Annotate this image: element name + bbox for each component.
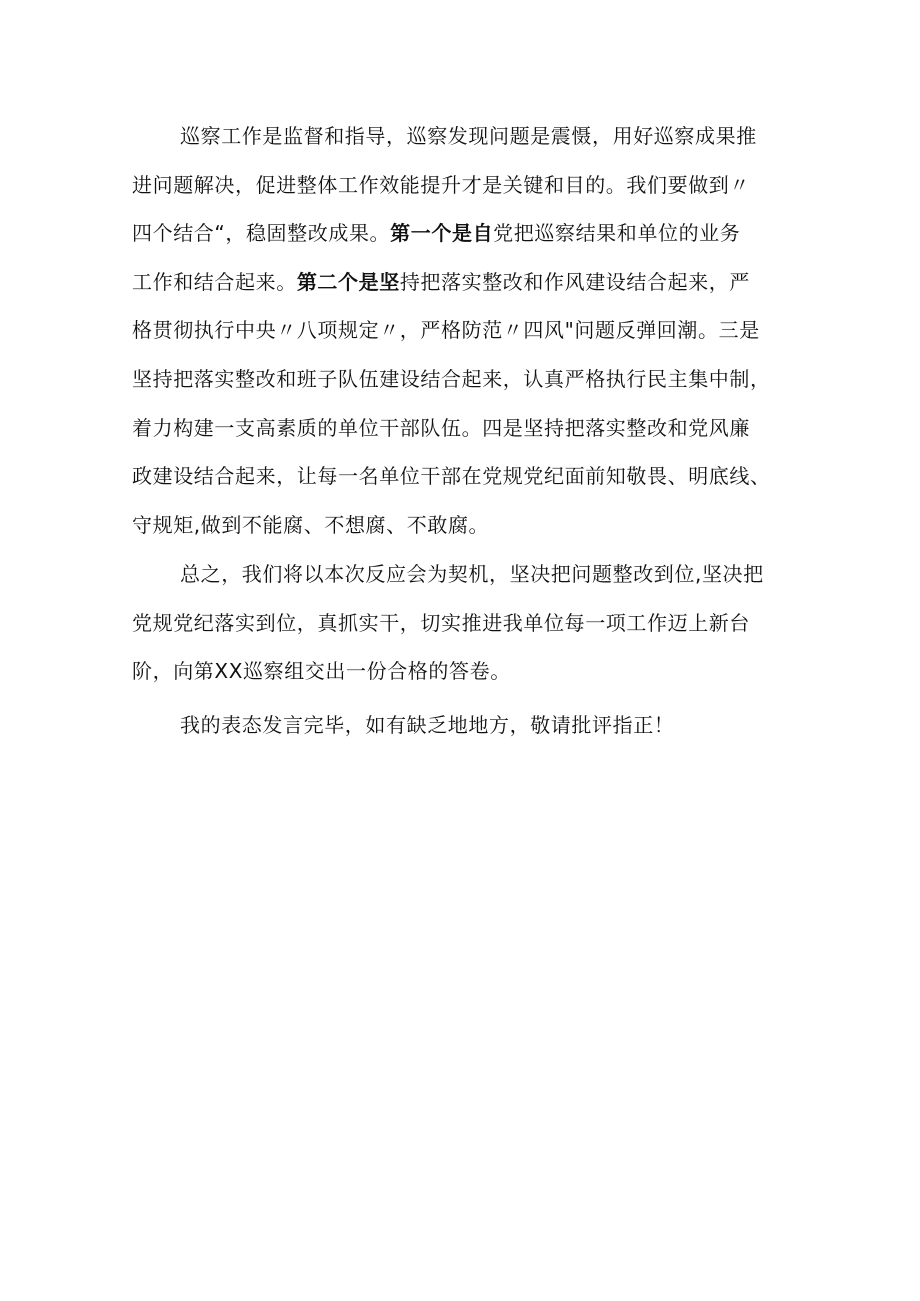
text-line: 坚持把落实整改和班子队伍建设结合起来，认真严格执行民主集中制，: [132, 366, 771, 391]
paragraph-inspection-work: [132, 112, 812, 549]
text-segment: 党把巡察结果和单位的业务: [493, 221, 741, 246]
text-line: 总之，我们将以本次反应会为契机，坚决把问题整改到位,坚决把: [180, 562, 764, 586]
paragraph-closing-remark: [132, 701, 812, 750]
text-segment: 工作和结合起来。: [132, 269, 297, 294]
text-line: 党规党纪落实到位，真抓实干，切实推进我单位每一项工作迈上新台: [132, 610, 750, 635]
text-line: 我的表态发言完毕，如有缺乏地地方，敬请批评指正！: [180, 713, 675, 737]
text-line: 进问题解决，促进整体工作效能提升才是关键和目的。我们要做到〃: [132, 172, 750, 197]
text-segment: 持把落实整改和作风建设结合起来，严: [399, 269, 751, 294]
text-line: 守规矩,做到不能腐、不想腐、不敢腐。: [132, 512, 490, 537]
text-line: 巡察工作是监督和指导，巡察发现问题是震慑，用好巡察成果推: [180, 124, 757, 148]
text-line: 格贯彻执行中央〃八项规定〃，严格防范〃四风"问题反弹回潮。三是: [132, 318, 760, 343]
bold-heading-second: 第二个是坚: [296, 269, 400, 294]
text-line: [132, 258, 812, 307]
paragraph-conclusion: [132, 550, 812, 696]
bold-heading-first: 第一个是自: [390, 221, 494, 246]
text-line: 着力构建一支高素质的单位干部队伍。四是坚持把落实整改和党风廉: [132, 415, 750, 440]
text-segment: 四个结合“，稳固整改成果。: [132, 221, 391, 246]
text-line: [132, 209, 812, 258]
text-line: 政建设结合起来，让每一名单位干部在党规党纪面前知敬畏、明底线、: [132, 464, 771, 489]
text-line: 阶，向第XX巡察组交出一份合格的答卷。: [132, 659, 511, 684]
